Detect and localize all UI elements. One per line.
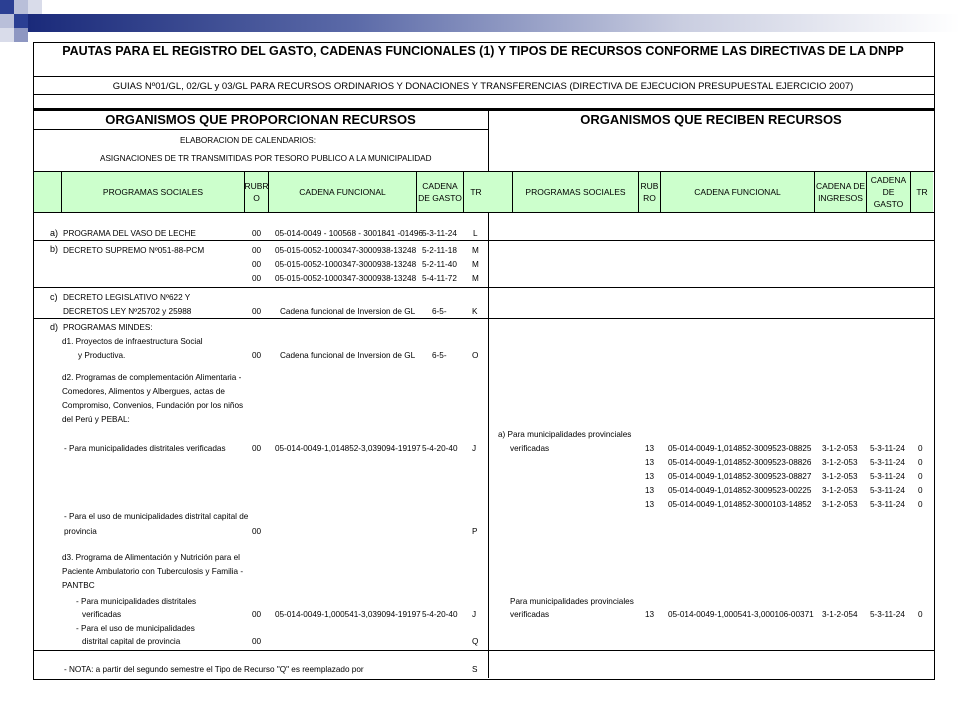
row-a-cadena: 05-014-0049 - 100568 - 3001841 -01496 [275,229,423,238]
col-programas-left: PROGRAMAS SOCIALES [102,187,204,197]
right-prov2: verificadas [510,444,550,453]
row-d1-text2: y Productiva. [78,351,126,360]
row-d2-uso2: provincia [64,527,97,536]
right-row2-ingresos: 3-1-2-053 [822,458,858,467]
row-a-tr: L [473,229,478,238]
row-c-gasto: 6-5- [432,307,447,316]
right-prov1: a) Para municipalidades provinciales [498,430,632,439]
row-d3-rubro: 00 [252,610,262,619]
document-title: PAUTAS PARA EL REGISTRO DEL GASTO, CADENAS FUNCIONALES (1) Y TIPOS DE RECURSOS CONFORME LAS DIRECTIVAS DE LA DNPP [62,44,904,58]
right-d3-prov1: Para municipalidades provinciales [510,597,634,606]
row-d-label: d) [50,322,59,332]
row-d3-tr: J [472,610,477,619]
asignaciones-text: ASIGNACIONES DE TR TRANSMITIDAS POR TESORO PUBLICO A LA MUNICIPALIDAD [100,154,432,163]
row-d2-tr: J [472,444,477,453]
right-row3-tr: 0 [918,472,923,481]
row-c-text2: DECRETOS LEY Nº25702 y 25988 [63,307,192,316]
col-tr-left: TR [470,187,482,197]
right-d3-prov2: verificadas [510,610,550,619]
row-d2-line4: del Perú y PEBAL: [62,415,130,424]
row-d2-uso-tr: P [472,527,478,536]
row-d1-text1: d1. Proyectos de infraestructura Social [62,337,203,346]
row-b-label: b) [50,244,59,254]
elaboracion-text: ELABORACION DE CALENDARIOS: [180,136,317,145]
row-d3-line2: Paciente Ambulatorio con Tuberculosis y Familia - [62,567,244,576]
row-d2-dist: - Para municipalidades distritales verificadas [64,444,226,453]
row-d2-uso-rubro: 00 [252,527,262,536]
row-d2-rubro: 00 [252,444,262,453]
right-row5-gasto: 5-3-11-24 [870,500,905,509]
right-row4-cadena: 05-014-0049-1,014852-3009523-00225 [668,486,812,495]
row-b2-gasto: 5-2-11-40 [422,260,457,269]
right-d3-tr: 0 [918,610,923,619]
right-row4-rubro: 13 [645,486,655,495]
row-d3-uso1: - Para el uso de municipalidades [76,624,195,633]
row-d3-gasto: 5-4-20-40 [422,610,458,619]
document-frame [33,42,935,680]
row-b1-rubro: 00 [252,246,262,255]
row-b3-gasto: 5-4-11-72 [422,274,457,283]
row-d1-tr: O [472,351,479,360]
right-row5-ingresos: 3-1-2-053 [822,500,858,509]
right-row4-tr: 0 [918,486,923,495]
row-a-text: PROGRAMA DEL VASO DE LECHE [63,229,196,238]
providers-header: ORGANISMOS QUE PROPORCIONAN RECURSOS [105,112,416,127]
right-row3-cadena: 05-014-0049-1,014852-3009523-08827 [668,472,812,481]
right-row4-ingresos: 3-1-2-053 [822,486,858,495]
row-b1-cadena: 05-015-0052-1000347-3000938-13248 [275,246,417,255]
row-b3-tr: M [472,274,479,283]
nota-tr: S [472,665,478,674]
right-row3-gasto: 5-3-11-24 [870,472,905,481]
col-rubro-left: RUBR O [244,181,269,203]
row-d3-dist2: verificadas [82,610,122,619]
col-tr-right: TR [916,187,928,197]
row-b1-gasto: 5-2-11-18 [422,246,457,255]
col-cadena-gasto-right: CADENA DE GASTO [870,175,907,209]
right-row3-rubro: 13 [645,472,655,481]
row-d3-cadena: 05-014-0049-1,000541-3,039094-19197 [275,610,421,619]
row-b2-tr: M [472,260,479,269]
col-cadena-gasto-left: CADENA DE GASTO [418,181,462,203]
right-row5-tr: 0 [918,500,923,509]
row-d3-line1: d3. Programa de Alimentación y Nutrición para el [62,553,240,562]
row-b2-rubro: 00 [252,260,262,269]
row-b2-cadena: 05-015-0052-1000347-3000938-13248 [275,260,417,269]
row-b1-tr: M [472,246,479,255]
row-d1-gasto: 6-5- [432,351,447,360]
right-row2-cadena: 05-014-0049-1,014852-3009523-08826 [668,458,812,467]
right-row5-cadena: 05-014-0049-1,014852-3000103-14852 [668,500,812,509]
right-row4-gasto: 5-3-11-24 [870,486,905,495]
row-d2-uso1: - Para el uso de municipalidades distrital capital de [64,512,249,521]
right-row1-ingresos: 3-1-2-053 [822,444,858,453]
row-a-gasto: 5-3-11-24 [422,229,457,238]
right-row2-tr: 0 [918,458,923,467]
right-row2-rubro: 13 [645,458,655,467]
row-c-tr: K [472,307,478,316]
top-gradient-bar [28,14,960,32]
row-b-text: DECRETO SUPREMO Nº051-88-PCM [63,246,205,255]
row-c-rubro: 00 [252,307,262,316]
right-d3-cadena: 05-014-0049-1,000541-3,000106-00371 [668,610,814,619]
right-row1-cadena: 05-014-0049-1,014852-3009523-08825 [668,444,812,453]
col-programas-right: PROGRAMAS SOCIALES [525,187,626,197]
right-row5-rubro: 13 [645,500,655,509]
row-b3-cadena: 05-015-0052-1000347-3000938-13248 [275,274,417,283]
col-cadena-right: CADENA FUNCIONAL [694,187,781,197]
row-c-text1: DECRETO LEGISLATIVO Nº622 Y [63,293,191,302]
right-row1-rubro: 13 [645,444,655,453]
nota-text: - NOTA: a partir del segundo semestre el Tipo de Recurso "Q" es reemplazado por [64,665,364,674]
row-a-label: a) [50,228,59,238]
document-subtitle: GUIAS Nº01/GL, 02/GL y 03/GL PARA RECURSOS ORDINARIOS Y DONACIONES Y TRANSFERENCIAS (DIRECTIVA DE EJECUCION PRESUPUESTAL EJERCICIO 2007) [112,81,854,92]
row-c-cadena: Cadena funcional de Inversion de GL [280,307,416,316]
receivers-header: ORGANISMOS QUE RECIBEN RECURSOS [580,112,842,127]
row-d2-line3: Compromiso, Convenios, Fundación por los niños [62,401,244,410]
row-c-label: c) [50,292,58,302]
col-cadena-ingresos-right: CADENA DE INGRESOS [815,181,866,203]
col-cadena-left: CADENA FUNCIONAL [299,187,386,197]
right-row3-ingresos: 3-1-2-053 [822,472,858,481]
row-d3-uso-rubro: 00 [252,637,262,646]
row-d2-gasto: 5-4-20-40 [422,444,458,453]
row-d3-dist1: - Para municipalidades distritales [76,597,197,606]
row-d2-line1: d2. Programas de complementación Alimentaria - [62,373,242,382]
row-d2-line2: Comedores, Alimentos y Albergues, actas de [62,387,225,396]
row-a-rubro: 00 [252,229,262,238]
row-d2-cadena: 05-014-0049-1,014852-3,039094-19197 [275,444,421,453]
row-d1-rubro: 00 [252,351,262,360]
right-row1-gasto: 5-3-11-24 [870,444,905,453]
right-row2-gasto: 5-3-11-24 [870,458,905,467]
row-d-text: PROGRAMAS MINDES: [63,323,153,332]
right-d3-ingresos: 3-1-2-054 [822,610,858,619]
right-d3-rubro: 13 [645,610,655,619]
right-d3-gasto: 5-3-11-24 [870,610,905,619]
row-d1-cadena: Cadena funcional de Inversion de GL [280,351,416,360]
row-d3-uso-tr: Q [472,637,479,646]
row-d3-uso2: distrital capital de provincia [82,637,181,646]
right-row1-tr: 0 [918,444,923,453]
row-d3-line3: PANTBC [62,581,95,590]
row-b3-rubro: 00 [252,274,262,283]
col-rubro-right: RUB RO [640,181,659,203]
